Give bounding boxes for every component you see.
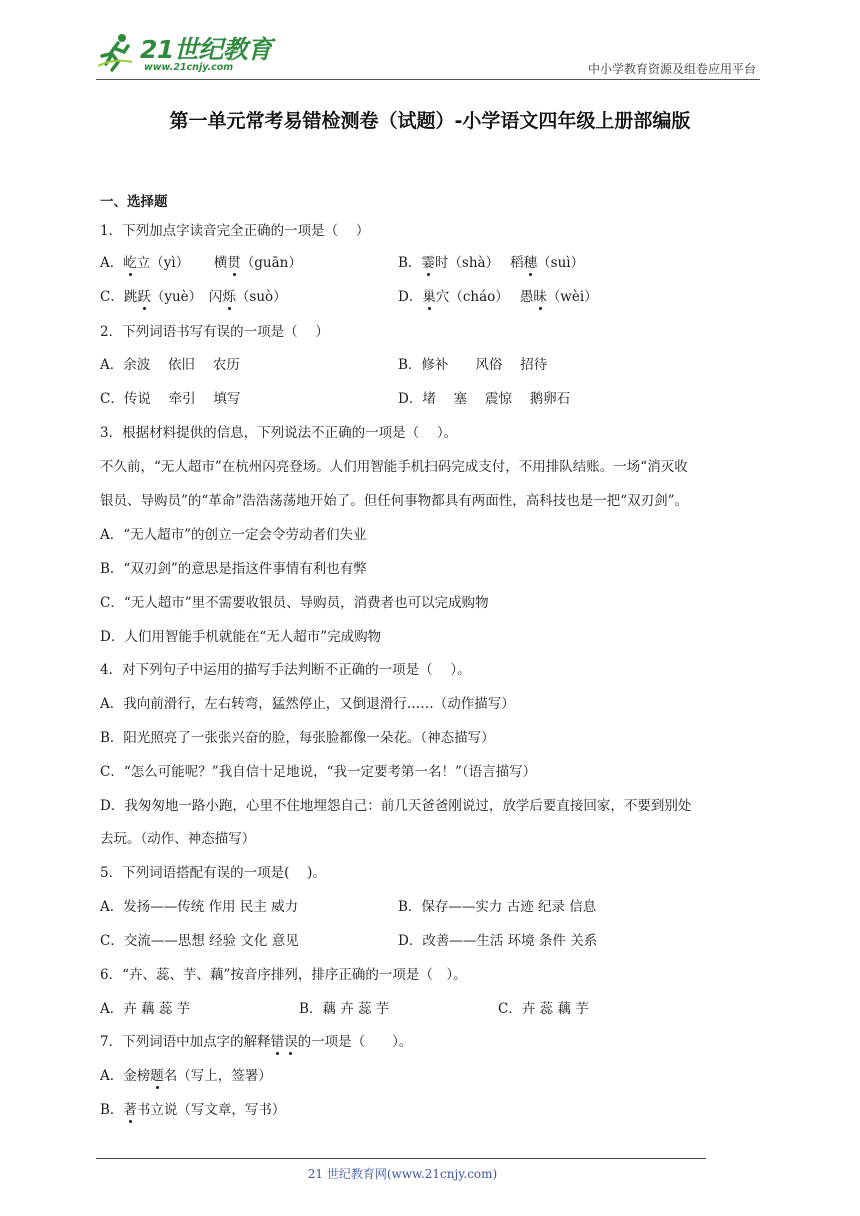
q5-option-c: C．交流——思想 经验 文化 意见 <box>100 933 299 949</box>
question-3-stem: 3．根据材料提供的信息，下列说法不正确的一项是（ ）。 <box>100 425 458 441</box>
page-header <box>0 0 860 82</box>
q2-option-a: A．余波 依旧 农历 <box>100 357 240 373</box>
platform-name: 中小学教育资源及组卷应用平台 <box>587 62 756 76</box>
header-divider <box>96 79 760 80</box>
q5-option-b: B．保存——实力 古迹 纪录 信息 <box>398 899 597 915</box>
section-heading: 一、选择题 <box>100 194 168 210</box>
q4-option-d-line-1: D．我匆匆地一路小跑，心里不住地埋怨自己：前几天爸爸刚说过，放学后要直接回家，不要到别处 <box>100 798 692 814</box>
question-5-stem: 5．下列词语搭配有误的一项是( )。 <box>100 865 326 881</box>
question-6-stem: 6．“卉、蕊、芋、藕”按音序排列，排序正确的一项是（ ）。 <box>100 967 467 983</box>
q1-option-d: D．巢穴（cháo） 愚昧（wèi） <box>398 285 598 305</box>
q7-option-a: A．金榜题名（写上，签署） <box>100 1064 272 1084</box>
q3-option-d: D．人们用智能手机就能在“无人超市”完成购物 <box>100 629 382 645</box>
q4-option-a: A．我向前滑行，左右转弯，猛然停止，又倒退滑行……（动作描写） <box>100 696 515 712</box>
footer-link[interactable]: 21 世纪教育网(www.21cnjy.com) <box>307 1167 498 1181</box>
page-title: 第一单元常考易错检测卷（试题）-小学语文四年级上册部编版 <box>169 110 691 132</box>
question-7-stem: 7．下列词语中加点字的解释错误的一项是（ ）。 <box>100 1030 412 1050</box>
q6-option-a: A．卉 藕 蕊 芋 <box>100 1001 191 1017</box>
logo-text: 21世纪教育 <box>140 35 272 64</box>
q3-option-b: B．“双刃剑”的意思是指这件事情有利也有弊 <box>100 561 367 577</box>
question-1-stem: 1．下列加点字读音完全正确的一项是（ ） <box>100 223 370 239</box>
logo-url: www.21cnjy.com <box>144 62 234 73</box>
footer-divider <box>96 1158 706 1159</box>
logo <box>90 30 272 80</box>
q3-passage-line-1: 不久前，“无人超市”在杭州闪亮登场。人们用智能手机扫码完成支付，不用排队结账。一场“消灭收 <box>100 459 688 475</box>
q4-option-b: B．阳光照亮了一张张兴奋的脸，每张脸都像一朵花。（神态描写） <box>100 730 495 746</box>
q4-option-c: C．“怎么可能呢？”我自信十足地说，“我一定要考第一名！”（语言描写） <box>100 764 537 780</box>
q7-option-b: B．著书立说（写文章，写书） <box>100 1098 285 1118</box>
q1-option-c: C．跳跃（yuè） 闪烁（suò） <box>100 285 287 305</box>
q3-option-c: C．“无人超市”里不需要收银员、导购员，消费者也可以完成购物 <box>100 595 489 611</box>
q6-option-c: C．卉 蕊 藕 芋 <box>498 1001 589 1017</box>
q1-option-a: A．屹立（yì） 横贯（guān） <box>100 251 302 271</box>
q5-option-a: A．发扬——传统 作用 民主 威力 <box>100 899 299 915</box>
runner-logo-icon <box>98 32 134 72</box>
q2-option-d: D．堵 塞 震惊 鹅卵石 <box>398 391 571 407</box>
question-2-stem: 2．下列词语书写有误的一项是（ ） <box>100 324 329 340</box>
q4-option-d-line-2: 去玩。（动作、神态描写） <box>100 831 256 847</box>
q1-option-b: B．霎时（shà） 稻穗（suì） <box>398 251 584 271</box>
q3-passage-line-2: 银员、导购员”的“革命”浩浩荡荡地开始了。但任何事物都具有两面性，高科技也是一把“双刃剑”。 <box>100 493 689 509</box>
q5-option-d: D．改善——生活 环境 条件 关系 <box>398 933 598 949</box>
q3-option-a: A．“无人超市”的创立一定会令劳动者们失业 <box>100 527 367 543</box>
q2-option-b: B．修补 风俗 招待 <box>398 357 548 373</box>
q6-option-b: B．藕 卉 蕊 芋 <box>299 1001 390 1017</box>
question-4-stem: 4．对下列句子中运用的描写手法判断不正确的一项是（ ）。 <box>100 662 471 678</box>
q2-option-c: C．传说 牵引 填写 <box>100 391 241 407</box>
